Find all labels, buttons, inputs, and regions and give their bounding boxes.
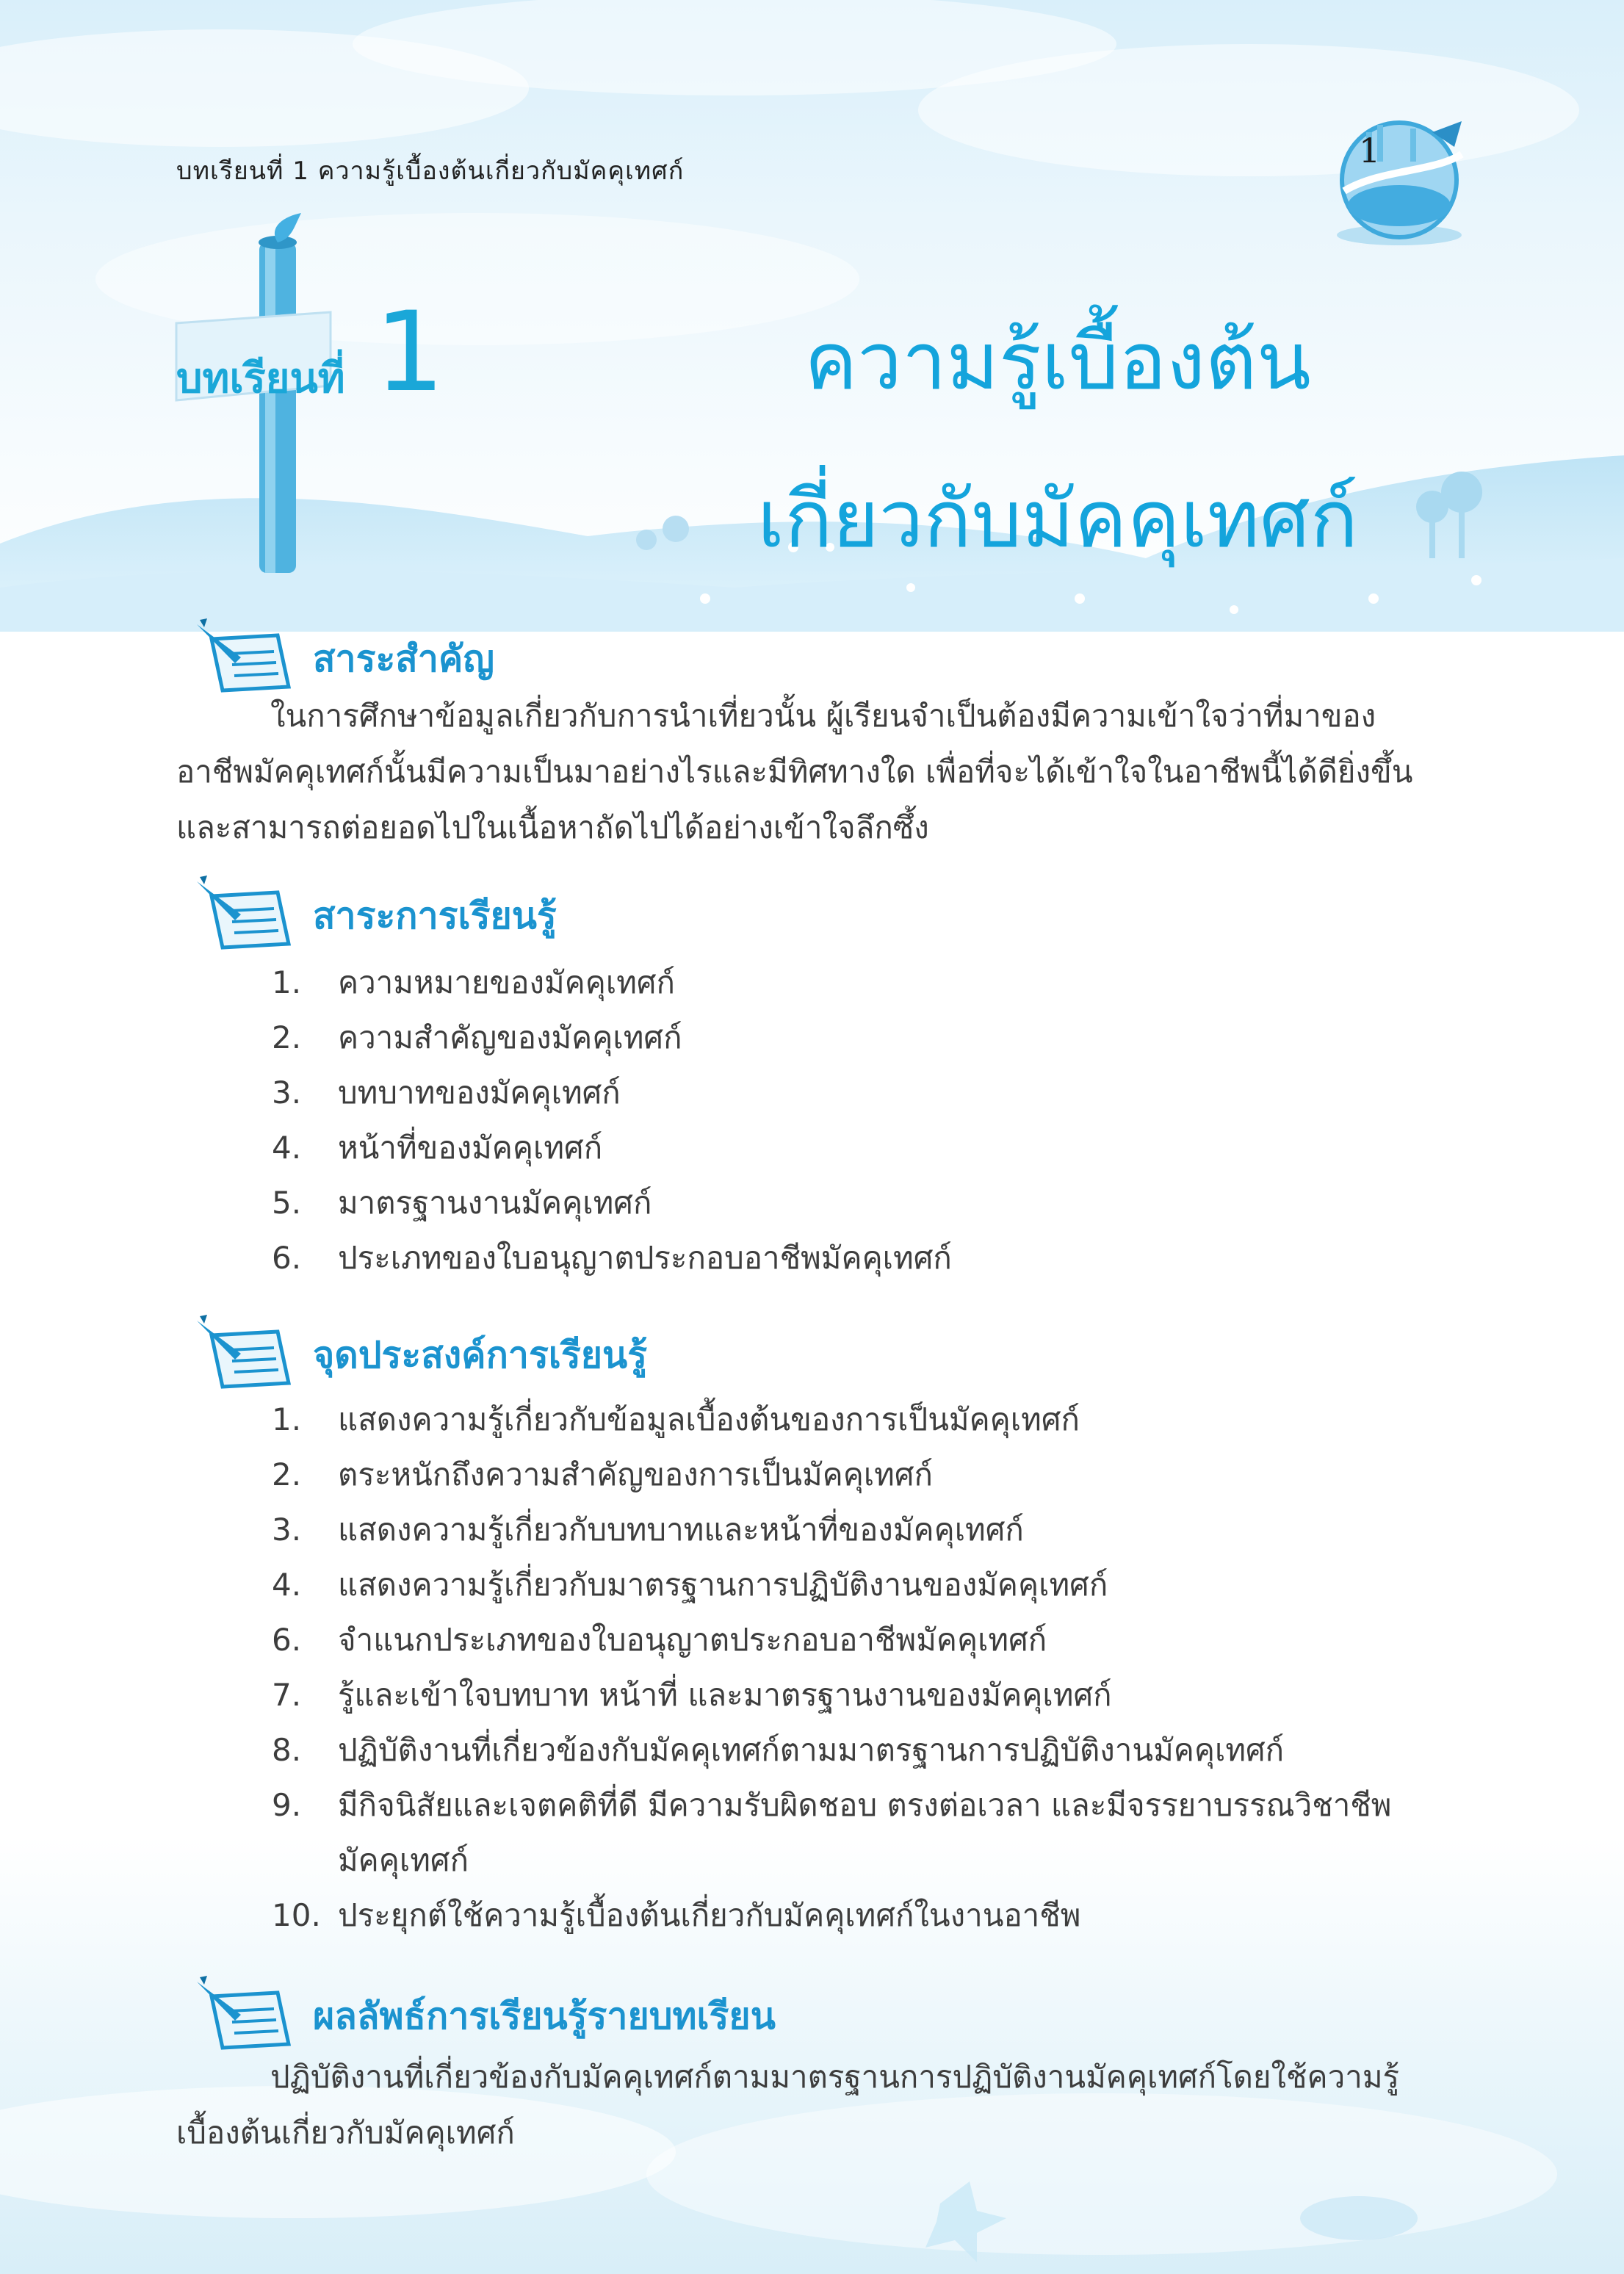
item-number: 4. <box>272 1130 302 1166</box>
globe-icon <box>1322 103 1476 257</box>
list-item <box>272 1230 1484 1285</box>
item-number: 2. <box>272 1457 302 1492</box>
item-number: 6. <box>272 1240 302 1276</box>
item-text: ปฏิบัติงานที่เกี่ยวข้องกับมัคคุเทศก์ตามมาตรฐานการปฏิบัติงานมัคคุเทศก์ <box>338 1732 1285 1768</box>
item-number: 4. <box>272 1567 302 1603</box>
list-item <box>272 1722 1484 1777</box>
item-text: ประเภทของใบอนุญาตประกอบอาชีพมัคคุเทศก์ <box>338 1240 952 1276</box>
section-heading-label: ผลลัพธ์การเรียนรู้รายบทเรียน <box>313 1995 776 2037</box>
item-number: 5. <box>272 1185 302 1221</box>
item-text: บทบาทของมัคคุเทศก์ <box>338 1075 621 1111</box>
item-number: 6. <box>272 1622 302 1658</box>
objectives-list <box>272 1392 1484 1943</box>
item-text: ความหมายของมัคคุเทศก์ <box>338 964 675 1000</box>
list-item <box>272 1392 1484 1447</box>
list-item <box>272 1612 1484 1667</box>
list-item <box>272 955 1484 1010</box>
item-text: แสดงความรู้เกี่ยวกับมาตรฐานการปฏิบัติงานของมัคคุเทศก์ <box>338 1567 1108 1603</box>
learning-content-list <box>272 955 1484 1285</box>
list-item <box>272 1175 1484 1230</box>
item-text: จำแนกประเภทของใบอนุญาตประกอบอาชีพมัคคุเทศก์ <box>338 1622 1047 1658</box>
item-text: หน้าที่ของมัคคุเทศก์ <box>338 1130 603 1166</box>
notepad-pencil-icon <box>197 1974 300 2055</box>
list-item <box>272 1888 1484 1943</box>
chapter-label: บทเรียนที่ <box>176 355 345 403</box>
notepad-pencil-icon <box>197 874 300 955</box>
item-text: มาตรฐานงานมัคคุเทศก์ <box>338 1185 652 1221</box>
section-heading-label: สาระสำคัญ <box>313 638 494 680</box>
paragraph-text: ปฏิบัติงานที่เกี่ยวข้องกับมัคคุเทศก์ตามมาตรฐานการปฏิบัติงานมัคคุเทศก์โดยใช้ความรู้เบื้องต้นเกี่ยวกับมัคคุเทศก์ <box>176 2059 1400 2151</box>
list-item <box>272 1667 1484 1722</box>
list-item <box>272 1777 1484 1888</box>
section-heading-label: จุดประสงค์การเรียนรู้ <box>313 1334 648 1376</box>
item-text: มีกิจนิสัยและเจตคติที่ดี มีความรับผิดชอบ ตรงต่อเวลา และมีจรรยาบรรณวิชาชีพมัคคุเทศก์ <box>338 1787 1392 1878</box>
page-number: 1 <box>1359 131 1381 170</box>
outcomes-paragraph <box>176 2049 1447 2161</box>
item-text: ประยุกต์ใช้ความรู้เบื้องต้นเกี่ยวกับมัคคุเทศก์ในงานอาชีพ <box>338 1897 1081 1933</box>
list-item <box>272 1502 1484 1557</box>
item-text: แสดงความรู้เกี่ยวกับข้อมูลเบื้องต้นของการเป็นมัคคุเทศก์ <box>338 1401 1080 1437</box>
notepad-pencil-icon <box>197 1313 300 1394</box>
list-item <box>272 1120 1484 1175</box>
item-number: 3. <box>272 1075 302 1111</box>
item-number: 3. <box>272 1512 302 1548</box>
chapter-title <box>602 283 1513 599</box>
item-number: 10. <box>272 1897 321 1933</box>
key-concept-paragraph <box>176 688 1447 856</box>
item-number: 2. <box>272 1019 302 1055</box>
item-number: 1. <box>272 964 302 1000</box>
item-text: ตระหนักถึงความสำคัญของการเป็นมัคคุเทศก์ <box>338 1457 933 1492</box>
item-number: 9. <box>272 1787 302 1823</box>
list-item <box>272 1010 1484 1065</box>
list-item <box>272 1447 1484 1502</box>
list-item <box>272 1065 1484 1120</box>
list-item <box>272 1557 1484 1612</box>
item-text: รู้และเข้าใจบทบาท หน้าที่ และมาตรฐานงานของมัคคุเทศก์ <box>338 1677 1112 1713</box>
notepad-pencil-icon <box>197 617 300 698</box>
item-number: 8. <box>272 1732 302 1768</box>
item-text: แสดงความรู้เกี่ยวกับบทบาทและหน้าที่ของมัคคุเทศก์ <box>338 1512 1024 1548</box>
item-number: 7. <box>272 1677 302 1713</box>
paragraph-text: ในการศึกษาข้อมูลเกี่ยวกับการนำเที่ยวนั้น ผู้เรียนจำเป็นต้องมีความเข้าใจว่าที่มาของอาชีพมัคคุเทศก์นั้นมีความเป็นมาอย่างไรและมีทิศทางใด เพื่อที่จะได้เข้าใจในอาชีพนี้ได้ดียิ่งขึ้น และสามารถต่อยอดไปในเนื้อหาถัดไปได้อย่างเข้าใจลึกซึ้ง <box>176 698 1413 845</box>
chapter-number: 1 <box>375 289 445 416</box>
section-heading-label: สาระการเรียนรู้ <box>313 895 557 937</box>
running-title: บทเรียนที่ 1 ความรู้เบื้องต้นเกี่ยวกับมัคคุเทศก์ <box>176 156 685 186</box>
item-number: 1. <box>272 1401 302 1437</box>
chapter-title-line1: ความรู้เบื้องต้น <box>804 316 1311 408</box>
chapter-title-line2: เกี่ยวกับมัคคุเทศก์ <box>757 474 1358 566</box>
item-text: ความสำคัญของมัคคุเทศก์ <box>338 1019 682 1055</box>
